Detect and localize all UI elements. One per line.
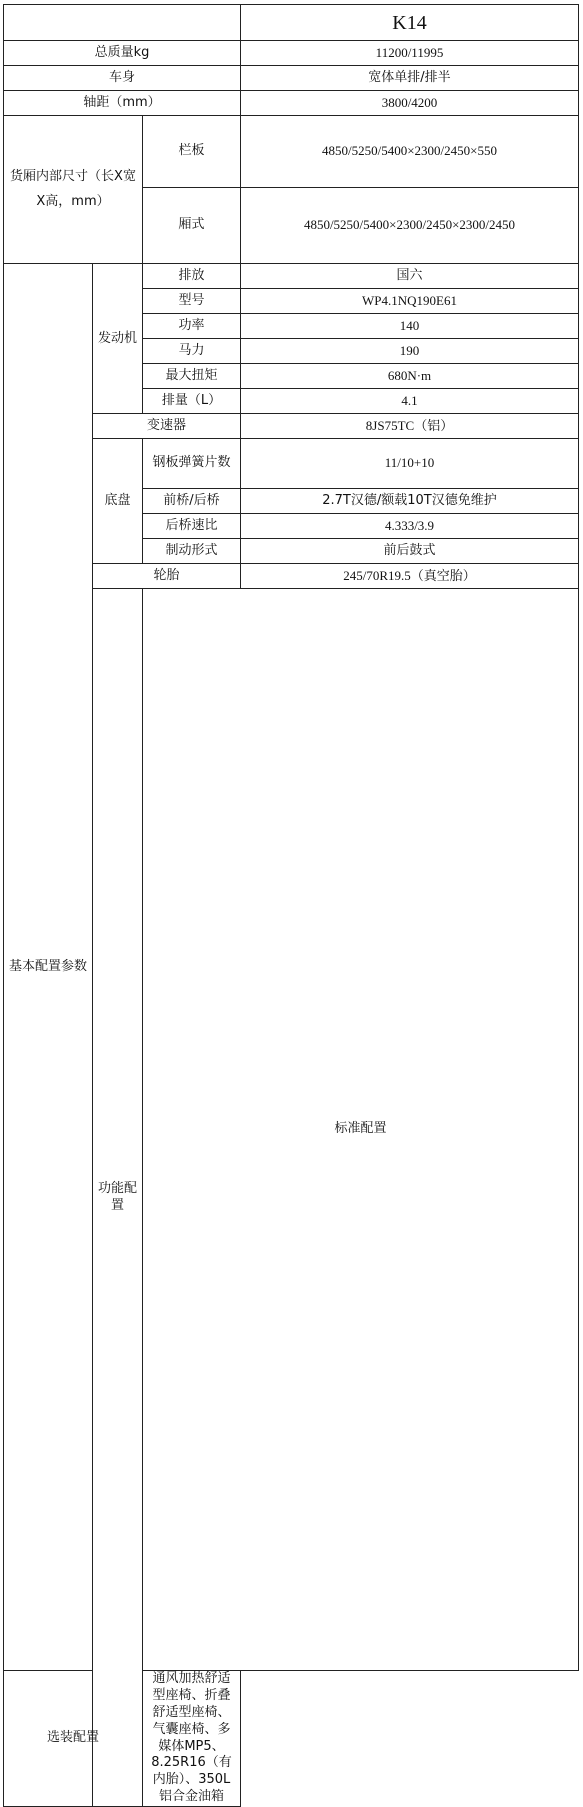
- chassis-label: 底盘: [93, 439, 143, 564]
- gross-mass-value: 11200/11995: [241, 41, 579, 66]
- features-label: 功能配置: [93, 589, 143, 1807]
- gearbox-label: 变速器: [93, 414, 241, 439]
- horsepower-label: 马力: [143, 339, 241, 364]
- cargo-box-label: 厢式: [143, 188, 241, 264]
- axle-ratio-label: 后桥速比: [143, 514, 241, 539]
- standard-config-label: 标准配置: [143, 589, 579, 1671]
- cargo-label: 货厢内部尺寸（长X宽X高，mm）: [4, 116, 143, 264]
- horsepower-value: 190: [241, 339, 579, 364]
- header-row: [4, 5, 579, 41]
- engine-label: 发动机: [93, 264, 143, 414]
- table-row: [4, 1671, 579, 1807]
- table-row: [4, 264, 579, 289]
- axle-ratio-value: 4.333/3.9: [241, 514, 579, 539]
- header-blank-cell: [4, 5, 241, 41]
- power-value: 140: [241, 314, 579, 339]
- cargo-box-value: 4850/5250/5400×2300/2450×2300/2450: [241, 188, 579, 264]
- table-row: [4, 41, 579, 66]
- axle-value: 2.7T汉德/额载10T汉德免维护: [241, 489, 579, 514]
- body-label: 车身: [4, 66, 241, 91]
- torque-label: 最大扭矩: [143, 364, 241, 389]
- power-label: 功率: [143, 314, 241, 339]
- optional-config-label: 选装配置: [4, 1671, 143, 1807]
- wheelbase-label: 轴距（mm）: [4, 91, 241, 116]
- table-row: [4, 116, 579, 188]
- gross-mass-label: 总质量kg: [4, 41, 241, 66]
- table-row: [4, 91, 579, 116]
- leaf-spring-value: 11/10+10: [241, 439, 579, 489]
- displacement-label: 排量（L）: [143, 389, 241, 414]
- engine-model-value: WP4.1NQ190E61: [241, 289, 579, 314]
- emission-label: 排放: [143, 264, 241, 289]
- optional-config-value: 通风加热舒适型座椅、折叠舒适型座椅、气囊座椅、多媒体MP5、8.25R16（有内胎）、350L铝合金油箱: [143, 1671, 241, 1807]
- table-row: [4, 66, 579, 91]
- engine-model-label: 型号: [143, 289, 241, 314]
- body-value: 宽体单排/排半: [241, 66, 579, 91]
- cargo-fence-label: 栏板: [143, 116, 241, 188]
- gearbox-value: 8JS75TC（铝）: [241, 414, 579, 439]
- tire-label: 轮胎: [93, 564, 241, 589]
- brake-label: 制动形式: [143, 539, 241, 564]
- emission-value: 国六: [241, 264, 579, 289]
- leaf-spring-label: 钢板弹簧片数: [143, 439, 241, 489]
- torque-value: 680N·m: [241, 364, 579, 389]
- model-name: K14: [241, 5, 579, 41]
- wheelbase-value: 3800/4200: [241, 91, 579, 116]
- basic-config-label: 基本配置参数: [4, 264, 93, 1671]
- displacement-value: 4.1: [241, 389, 579, 414]
- brake-value: 前后鼓式: [241, 539, 579, 564]
- spec-table: [3, 4, 579, 1807]
- tire-value: 245/70R19.5（真空胎）: [241, 564, 579, 589]
- axle-label: 前桥/后桥: [143, 489, 241, 514]
- cargo-fence-value: 4850/5250/5400×2300/2450×550: [241, 116, 579, 188]
